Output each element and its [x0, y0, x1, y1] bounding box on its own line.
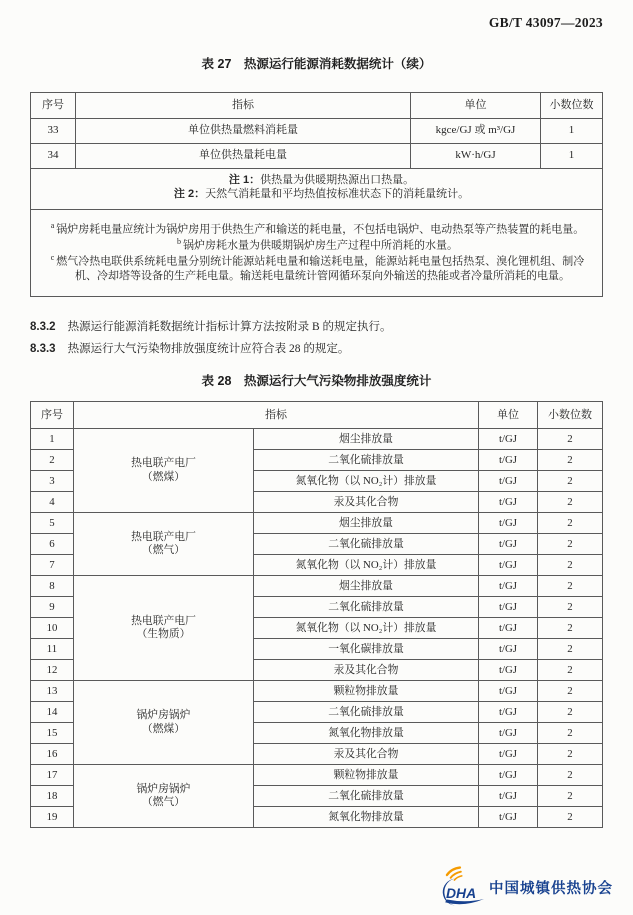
cell-unit: t/GJ [479, 639, 538, 660]
group-cell [74, 681, 254, 765]
group-label-line1: 锅炉房锅炉 [136, 782, 191, 795]
cell-no: 10 [31, 618, 74, 639]
group-label-line2: （生物质） [136, 628, 191, 641]
cell-indicator: 单位供热量耗电量 [76, 144, 411, 169]
table-row [31, 144, 603, 169]
cell-decimals: 2 [538, 534, 603, 555]
cell-no: 4 [31, 492, 74, 513]
cell-decimals: 1 [541, 144, 603, 169]
cell-no: 2 [31, 450, 74, 471]
cell-unit: t/GJ [479, 723, 538, 744]
cell-no: 33 [31, 119, 76, 144]
cell-unit: t/GJ [479, 576, 538, 597]
cell-no: 18 [31, 786, 74, 807]
clauses [30, 316, 603, 360]
table27 [30, 92, 603, 297]
cell-indicator: 二氧化硫排放量 [254, 597, 479, 618]
cell-unit: t/GJ [479, 660, 538, 681]
note-item: 注 1：供热量为供暖期热源出口热量。 [228, 174, 415, 186]
cell-unit: t/GJ [479, 786, 538, 807]
cell-unit: t/GJ [479, 513, 538, 534]
cell-decimals: 2 [538, 513, 603, 534]
column-header-unit: 单位 [479, 402, 538, 429]
cell-unit: t/GJ [479, 450, 538, 471]
table28-header-row [31, 402, 603, 429]
logo-name: 中国城镇供热协会 [489, 880, 613, 897]
clause-number: 8.3.3 [30, 343, 56, 356]
cell-unit: t/GJ [479, 534, 538, 555]
cell-indicator: 烟尘排放量 [254, 429, 479, 450]
cell-unit: t/GJ [479, 702, 538, 723]
logo-abbr: DHA [446, 885, 477, 902]
group-cell [74, 513, 254, 576]
cell-indicator: 氮氧化物排放量 [254, 807, 479, 828]
cell-decimals: 2 [538, 786, 603, 807]
group-cell [74, 765, 254, 828]
cell-decimals: 1 [541, 119, 603, 144]
cell-indicator: 二氧化硫排放量 [254, 702, 479, 723]
table-row [31, 765, 603, 786]
footnote-item: $^b$ 锅炉房耗水量为供暖期锅炉房生产过程中所消耗的水量。 [177, 236, 458, 252]
cell-decimals: 2 [538, 723, 603, 744]
cell-unit: t/GJ [479, 744, 538, 765]
table27-header-row [31, 93, 603, 119]
table-row [31, 429, 603, 450]
cell-indicator: 二氧化硫排放量 [254, 786, 479, 807]
group-cell [74, 576, 254, 681]
note-item: 注 2：天然气消耗量和平均热值按标准状态下的消耗量统计。 [173, 187, 470, 200]
cell-no: 14 [31, 702, 74, 723]
cell-unit: t/GJ [479, 471, 538, 492]
cell-no: 9 [31, 597, 74, 618]
cell-decimals: 2 [538, 660, 603, 681]
table-row [31, 119, 603, 144]
footnote-item: $^a$ 锅炉房耗电量应统计为锅炉房用于供热生产和输送的耗电量，不包括电锅炉、电动热泵等产热装置的耗电量。 [50, 220, 585, 236]
group-label-line2: （燃气） [141, 544, 186, 557]
cell-unit: kgce/GJ 或 m³/GJ [411, 119, 541, 144]
group-cell [74, 429, 254, 513]
cell-unit: t/GJ [479, 555, 538, 576]
clause-8-3-3 [30, 338, 603, 360]
clause-text: 热源运行大气污染物排放强度统计应符合表 28 的规定。 [67, 343, 350, 356]
table27-title: 表 27 热源运行能源消耗数据统计（续） [201, 57, 432, 71]
cell-decimals: 2 [538, 450, 603, 471]
column-header-unit: 单位 [411, 93, 541, 119]
cell-indicator: 汞及其化合物 [254, 660, 479, 681]
cell-no: 34 [31, 144, 76, 169]
group-label-line1: 锅炉房锅炉 [136, 709, 191, 722]
cell-unit: t/GJ [479, 429, 538, 450]
table-row [31, 681, 603, 702]
standard-code: GB/T 43097—2023 [488, 15, 603, 30]
cell-indicator: 氮氧化物（以 NO₂计）排放量 [254, 618, 479, 639]
cell-decimals: 2 [538, 471, 603, 492]
cell-decimals: 2 [538, 429, 603, 450]
cell-decimals: 2 [538, 597, 603, 618]
cell-indicator: 氮氧化物（以 NO₂计）排放量 [254, 471, 479, 492]
cell-no: 16 [31, 744, 74, 765]
cell-no: 1 [31, 429, 74, 450]
cell-indicator: 一氧化碳排放量 [254, 639, 479, 660]
cell-decimals: 2 [538, 744, 603, 765]
cell-no: 17 [31, 765, 74, 786]
cell-unit: t/GJ [479, 765, 538, 786]
cell-decimals: 2 [538, 639, 603, 660]
notes-cell [31, 169, 603, 210]
footnotes-cell [31, 209, 603, 297]
table28 [30, 401, 603, 828]
column-header-decimals: 小数位数 [538, 402, 603, 429]
group-label-line2: （燃气） [141, 796, 186, 809]
cell-no: 11 [31, 639, 74, 660]
group-label-line2: （燃煤） [141, 470, 186, 483]
table28-title: 表 28 热源运行大气污染物排放强度统计 [201, 374, 432, 389]
cell-indicator: 颗粒物排放量 [254, 681, 479, 702]
group-label-line1: 热电联产电厂 [131, 457, 196, 470]
table-row [31, 513, 603, 534]
cell-unit: t/GJ [479, 618, 538, 639]
cell-no: 7 [31, 555, 74, 576]
notes-row [31, 169, 603, 210]
cell-unit: t/GJ [479, 807, 538, 828]
cell-indicator: 烟尘排放量 [254, 576, 479, 597]
cell-indicator: 氮氧化物（以 NO₂计）排放量 [254, 555, 479, 576]
clause-number: 8.3.2 [30, 321, 56, 334]
column-header-decimals: 小数位数 [541, 93, 603, 119]
cell-decimals: 2 [538, 555, 603, 576]
cell-no: 6 [31, 534, 74, 555]
cell-indicator: 氮氧化物排放量 [254, 723, 479, 744]
cell-decimals: 2 [538, 618, 603, 639]
cell-no: 3 [31, 471, 74, 492]
cell-indicator: 二氧化硫排放量 [254, 450, 479, 471]
cell-decimals: 2 [538, 681, 603, 702]
cell-decimals: 2 [538, 576, 603, 597]
footnote-item: $^c$ 燃气冷热电联供系统耗电量分别统计能源站耗电量和输送耗电量，能源站耗电量包括热泵、溴化锂机组、制冷机、冷却塔等设备的生产耗电量。输送耗电量统计管网循环泵向外输送的热能或者冷量所消耗的电量。 [50, 253, 585, 282]
cell-decimals: 2 [538, 492, 603, 513]
cell-no: 13 [31, 681, 74, 702]
association-logo [434, 866, 613, 908]
cell-unit: t/GJ [479, 681, 538, 702]
dha-logo-mark [434, 866, 484, 908]
cell-decimals: 2 [538, 765, 603, 786]
cell-no: 15 [31, 723, 74, 744]
cell-indicator: 汞及其化合物 [254, 492, 479, 513]
cell-unit: t/GJ [479, 492, 538, 513]
footnotes-row [31, 209, 603, 297]
group-label-line1: 热电联产电厂 [131, 530, 196, 543]
cell-indicator: 颗粒物排放量 [254, 765, 479, 786]
cell-no: 8 [31, 576, 74, 597]
cell-indicator: 汞及其化合物 [254, 744, 479, 765]
clause-8-3-2 [30, 316, 603, 338]
table-row [31, 576, 603, 597]
group-label-line2: （燃煤） [141, 722, 186, 735]
column-header-no: 序号 [31, 93, 76, 119]
column-header-indicator: 指标 [76, 93, 411, 119]
cell-indicator: 单位供热量燃料消耗量 [76, 119, 411, 144]
clause-text: 热源运行能源消耗数据统计指标计算方法按附录 B 的规定执行。 [67, 321, 392, 334]
cell-decimals: 2 [538, 807, 603, 828]
group-label-line1: 热电联产电厂 [131, 614, 196, 627]
cell-decimals: 2 [538, 702, 603, 723]
cell-no: 12 [31, 660, 74, 681]
column-header-no: 序号 [31, 402, 74, 429]
cell-no: 5 [31, 513, 74, 534]
column-header-indicator: 指标 [74, 402, 479, 429]
cell-indicator: 烟尘排放量 [254, 513, 479, 534]
cell-unit: kW·h/GJ [411, 144, 541, 169]
cell-no: 19 [31, 807, 74, 828]
cell-unit: t/GJ [479, 597, 538, 618]
cell-indicator: 二氧化硫排放量 [254, 534, 479, 555]
